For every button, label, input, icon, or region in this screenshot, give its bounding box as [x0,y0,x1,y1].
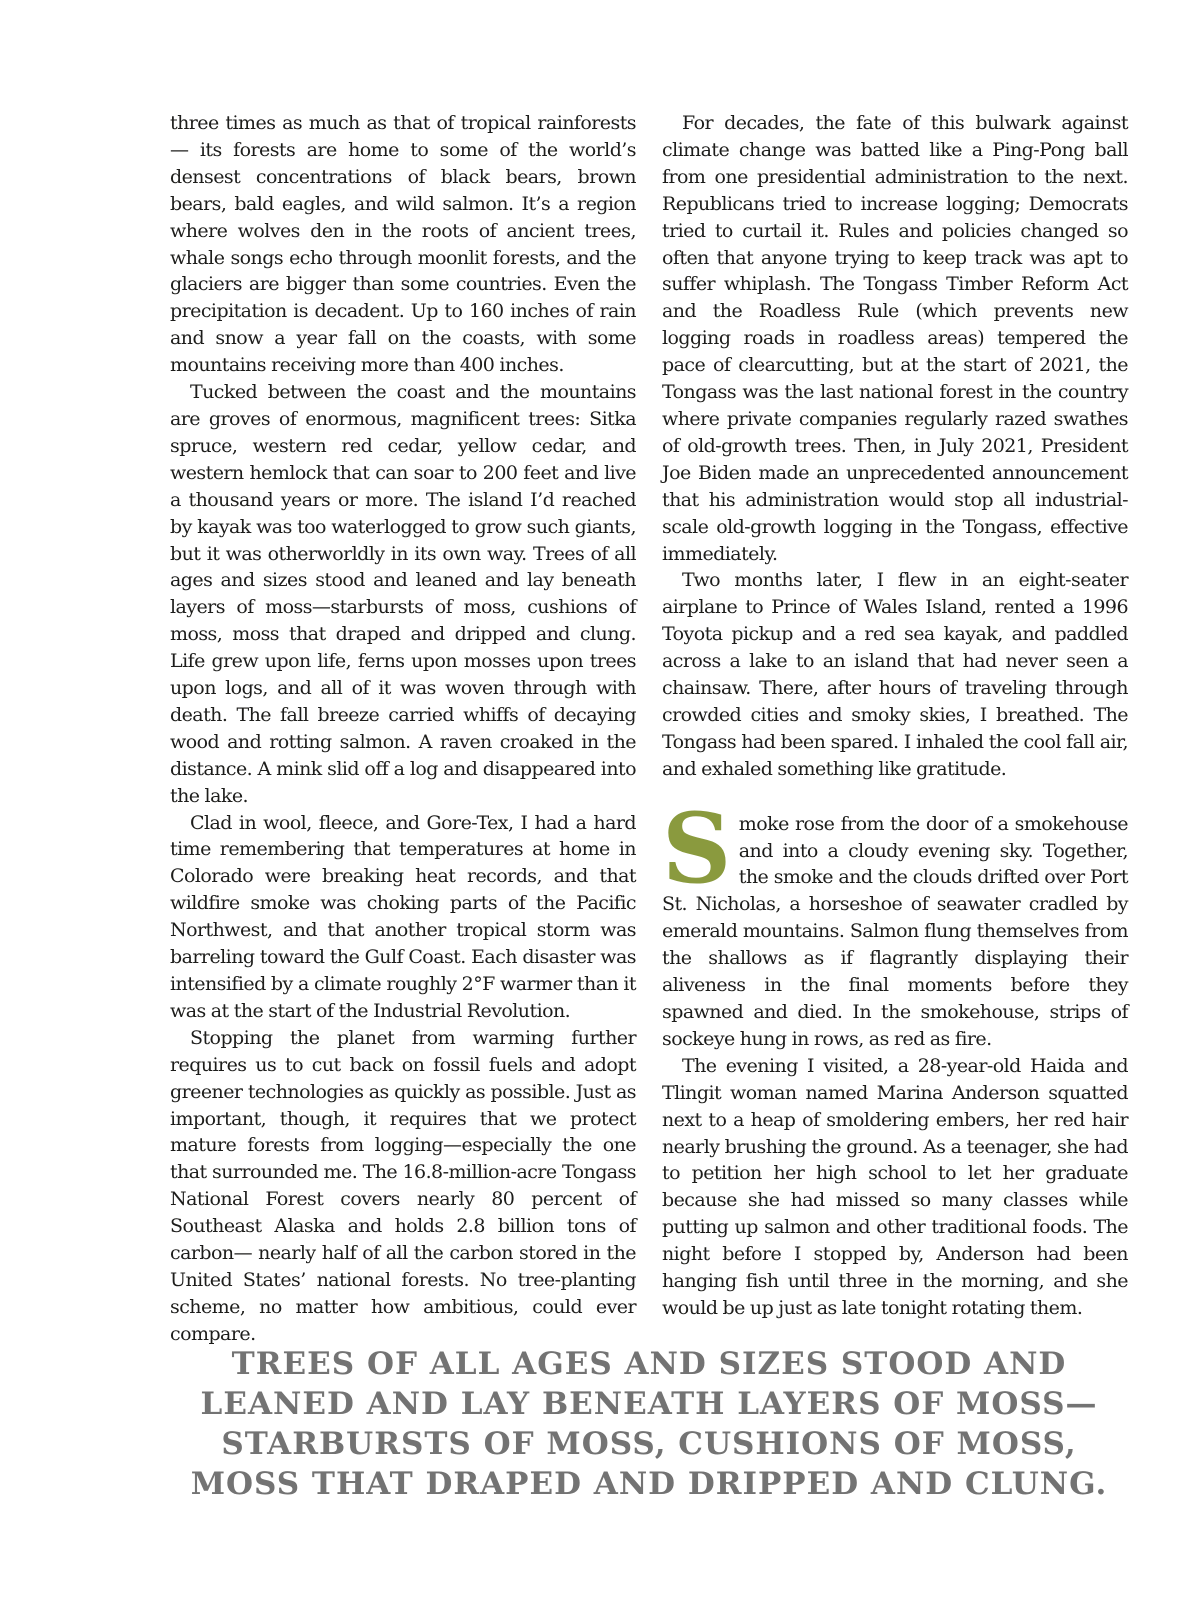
body-paragraph: For decades, the fate of this bulwark against climate change was batted like a Ping-Pong ball from one presidential administration to the next. Republicans tried to increase logging; Democrats tried to curtail it. Rules and policies changed so often that anyone trying to keep track was apt to suffer whiplash. The Tongass Timber Reform Act and the Roadless Rule (which prevents new logging roads in roadless areas) tempered the pace of clearcutting, but at the start of 2021, the Tongass was the last national forest in the country where private companies regularly razed swathes of old-growth trees. Then, in July 2021, President Joe Biden made an unprecedented announcement that his administration would stop all industrial-scale old-growth logging in the Tongass, effective immediately. [662,112,1128,565]
pull-quote-line: MOSS THAT DRAPED AND DRIPPED AND CLUNG. [190,1466,1108,1502]
drop-cap-letter: S [662,791,731,905]
section-break [662,783,1128,811]
body-paragraph: Two months later, I flew in an eight-seater airplane to Prince of Wales Island, rented a 1996 Toyota pickup and a red sea kayak, and paddled across a lake to an island that had never seen a chainsaw. There, after hours of traveling through crowded cities and smoky skies, I breathed. The Tongass had been spared. I inhaled the cool fall air, and exhaled something like gratitude. [662,569,1128,780]
body-paragraph: Clad in wool, fleece, and Gore-Tex, I had a hard time remembering that temperatures at home in Colorado were breaking heat records, and that wildfire smoke was choking parts of the Pacific Northwest, and that another tropical storm was barreling toward the Gulf Coast. Each disaster was intensified by a climate roughly 2°F warmer than it was at the start of the Industrial Revolution. [170,811,636,1022]
left-text-column [170,110,636,1348]
body-paragraph: Stopping the planet from warming further requires us to cut back on fossil fuels and adopt greener technologies as quickly as possible. Just as important, though, it requires that we protect mature forests from logging—especially the one that surrounded me. The 16.8-million-acre Tongass National Forest covers nearly 80 percent of Southeast Alaska and holds 2.8 billion tons of carbon— nearly half of all the carbon stored in the United States’ national forests. No tree-planting scheme, no matter how ambitious, could ever compare. [170,1026,636,1345]
pull-quote-line: TREES OF ALL AGES AND SIZES STOOD AND [231,1346,1067,1382]
dropcap-paragraph [662,791,1128,1053]
right-text-column [662,110,1128,1322]
body-paragraph: The evening I visited, a 28-year-old Haida and Tlingit woman named Marina Anderson squatted next to a heap of smoldering embers, her red hair nearly brushing the ground. As a teenager, she had to petition her high school to let her graduate because she had missed so many classes while putting up salmon and other traditional foods. The night before I stopped by, Anderson had been hanging fish until three in the morning, and she would be up just as late tonight rotating them. [662,1054,1128,1319]
pull-quote-line: STARBURSTS OF MOSS, CUSHIONS OF MOSS, [221,1426,1077,1462]
dropcap-paragraph-text: moke rose from the door of a smokehouse and into a cloudy evening sky. Together, the smoke and the clouds drifted over Port St. Nicholas, a horseshoe of seawater cradled by emerald mountains. Salmon flung themselves from the shallows as if flagrantly displaying their aliveness in the final moments before they spawned and died. In the smokehouse, strips of sockeye hung in rows, as red as fire. [662,812,1128,1050]
pull-quote-line: LEANED AND LAY BENEATH LAYERS OF MOSS— [200,1386,1098,1422]
body-paragraph: three times as much as that of tropical rainforests— its forests are home to some of the world’s densest concentrations of black bears, brown bears, bald eagles, and wild salmon. It’s a region where wolves den in the roots of ancient trees, whale songs echo through moonlit forests, and the glaciers are bigger than some countries. Even the precipitation is decadent. Up to 160 inches of rain and snow a year fall on the coasts, with some mountains receiving more than 400 inches. [170,112,636,377]
body-paragraph: Tucked between the coast and the mountains are groves of enormous, magnificent trees: Sitka spruce, western red cedar, yellow cedar, and western hemlock that can soar to 200 feet and live a thousand years or more. The island I’d reached by kayak was too waterlogged to grow such giants, but it was otherworldly in its own way. Trees of all ages and sizes stood and leaned and lay beneath layers of moss—starbursts of moss, cushions of moss, moss that draped and dripped and clung. Life grew upon life, ferns upon mosses upon trees upon logs, and all of it was woven through with death. The fall breeze carried whiffs of decaying wood and rotting salmon. A raven croaked in the distance. A mink slid off a log and disappeared into the lake. [170,381,636,807]
pull-quote [170,1344,1128,1504]
